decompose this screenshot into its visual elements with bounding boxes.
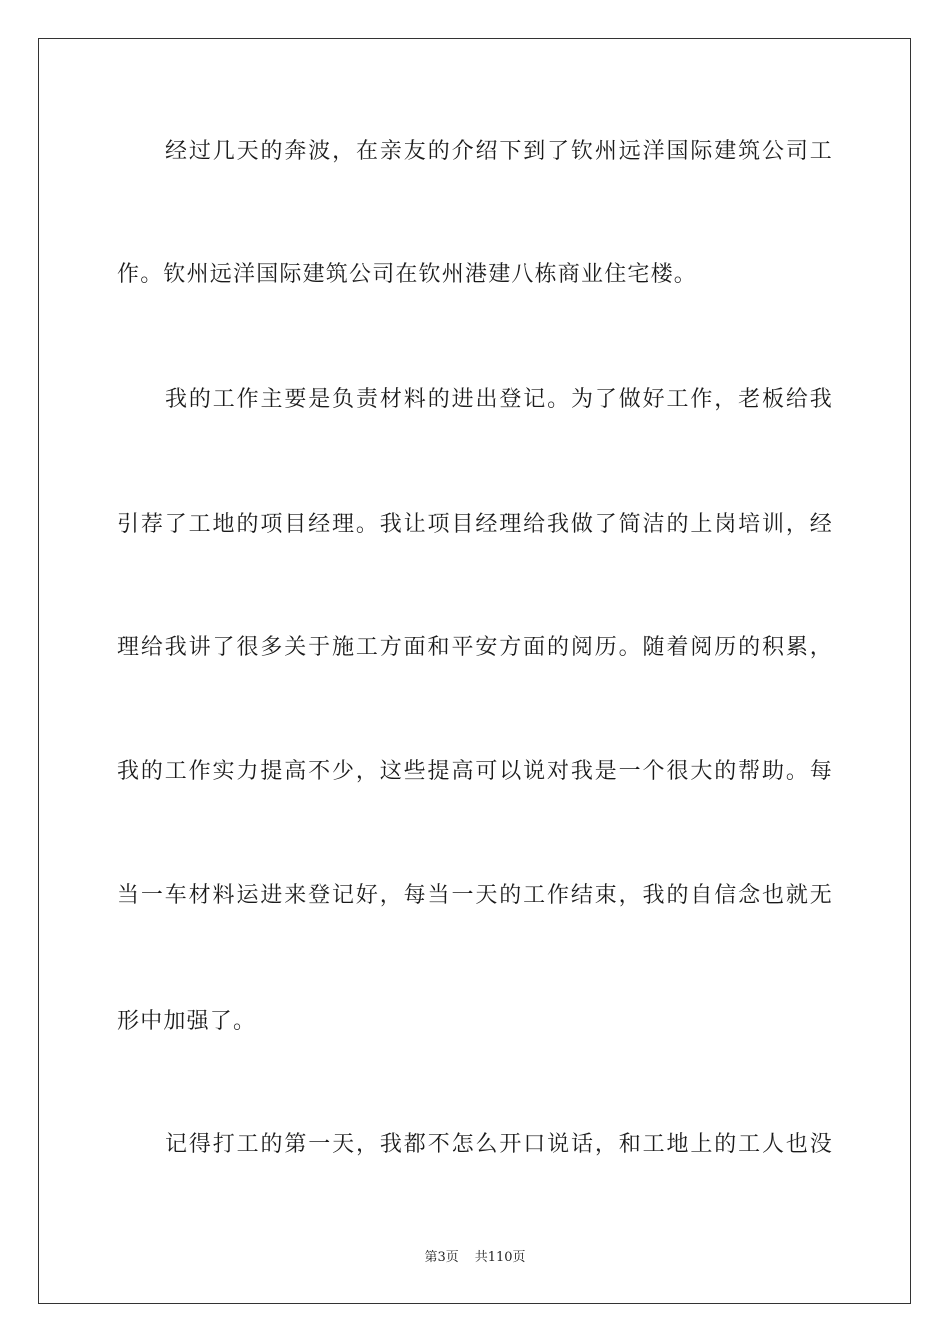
- paragraph-line: 形中加强了。: [117, 1009, 257, 1034]
- paragraph-line: 我的工作实力提高不少，这些提高可以说对我是一个很大的帮助。每: [117, 759, 833, 784]
- total-pages: 共110页: [474, 1250, 526, 1265]
- paragraph-line: 理给我讲了很多关于施工方面和平安方面的阅历。随着阅历的积累，: [117, 635, 833, 660]
- page-footer: [0, 1246, 950, 1265]
- paragraph-line: 经过几天的奔波，在亲友的介绍下到了钦州远洋国际建筑公司工: [165, 139, 833, 164]
- paragraph-line: 作。钦州远洋国际建筑公司在钦州港建八栋商业住宅楼。: [117, 262, 698, 287]
- paragraph-line: 引荐了工地的项目经理。我让项目经理给我做了简洁的上岗培训，经: [117, 512, 833, 537]
- paragraph-line: 当一车材料运进来登记好，每当一天的工作结束，我的自信念也就无: [117, 883, 833, 908]
- paragraph-line: 我的工作主要是负责材料的进出登记。为了做好工作，老板给我: [165, 387, 833, 412]
- page-number: 第3页: [424, 1250, 459, 1265]
- page-border: [38, 38, 911, 1304]
- paragraph-line: 记得打工的第一天，我都不怎么开口说话，和工地上的工人也没: [165, 1132, 833, 1157]
